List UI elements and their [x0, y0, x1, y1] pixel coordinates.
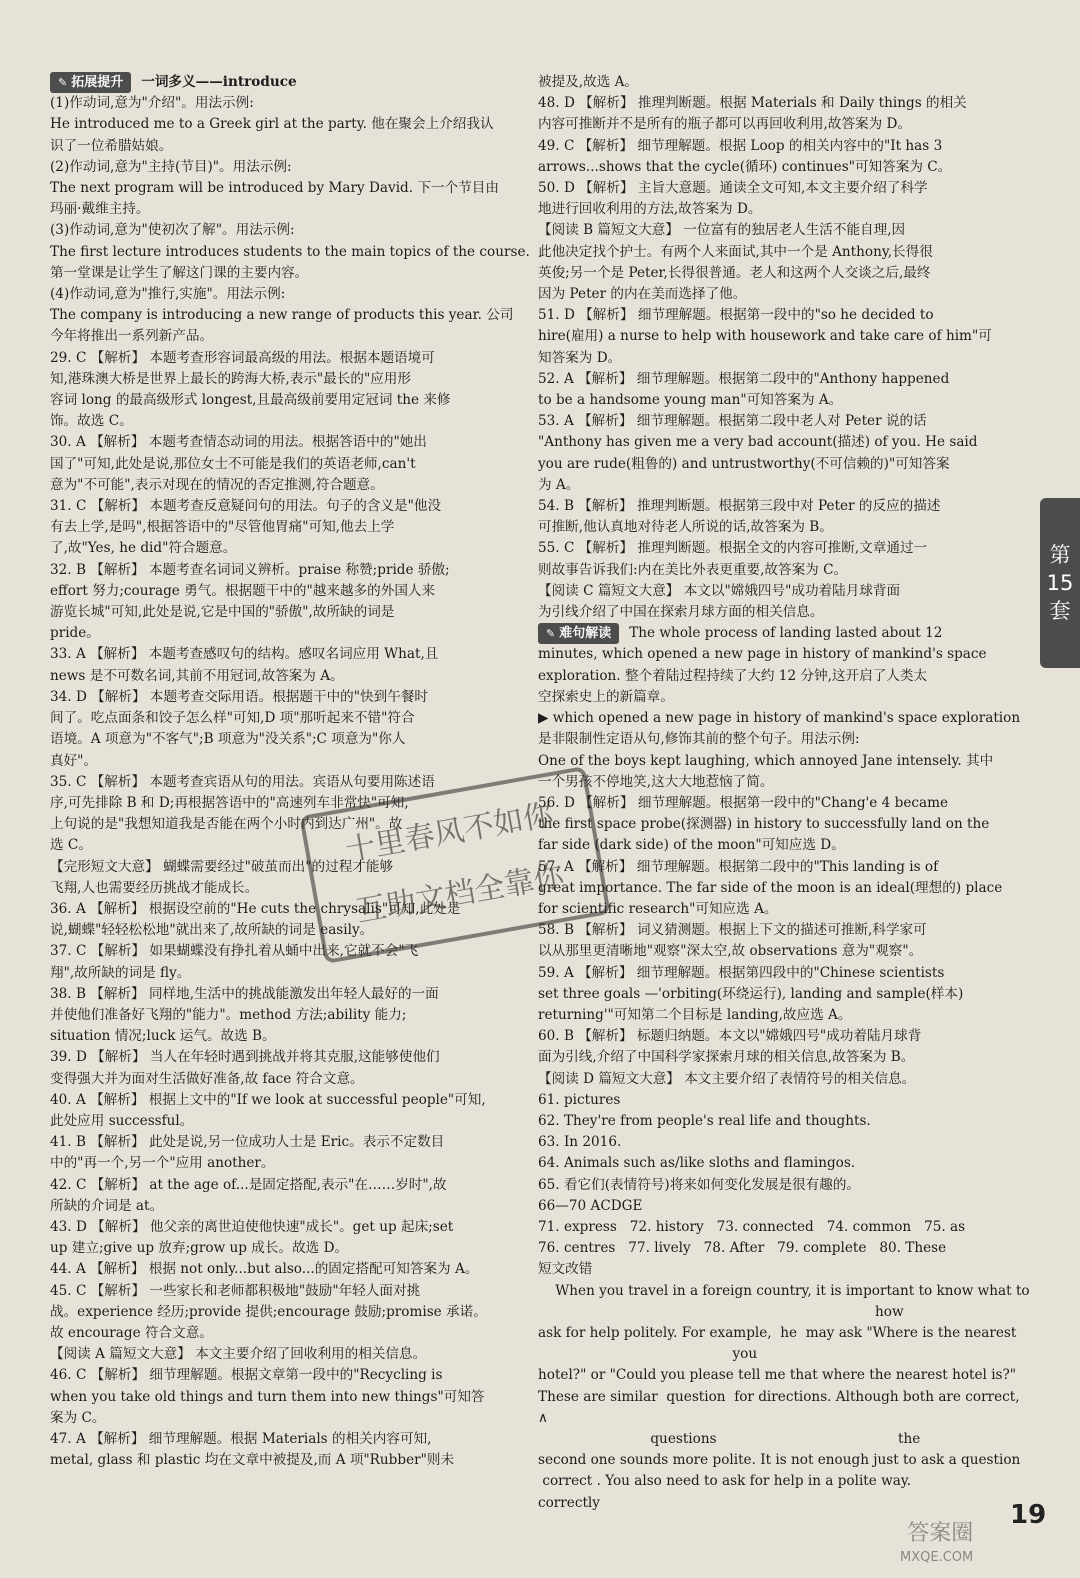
text-line: 空探索史上的新篇章。	[538, 688, 674, 705]
text-line: (4)作动词,意为"推行,实施"。用法示例:	[50, 286, 286, 303]
text-line: 以从那里更清晰地"观察"深太空,故 observations 意为"观察"。	[538, 943, 923, 960]
text-line: 上句说的是"我想知道我是否能在两个小时内到达广州"。故	[50, 816, 403, 833]
text-line: 此他决定找个护士。有两个人来面试,其中一个是 Anthony,长得很	[538, 243, 933, 260]
text-line: 可推断,他认真地对待老人所说的话,故答案为 B。	[538, 519, 833, 536]
text-line: 54. B 【解析】 推理判断题。根据第三段中对 Peter 的反应的描述	[538, 498, 941, 515]
text-line: (3)作动词,意为"使初次了解"。用法示例:	[50, 222, 295, 239]
text-line: 66—70 ACDGE	[538, 1197, 643, 1214]
text-line: situation 情况;luck 运气。故选 B。	[50, 1028, 276, 1045]
text-line: 46. C 【解析】 细节理解题。根据文章第一段中的"Recycling is	[50, 1367, 443, 1384]
pen-icon: ✎	[546, 627, 556, 641]
text-line: 52. A 【解析】 细节理解题。根据第二段中的"Anthony happened	[538, 370, 950, 387]
text-line: 此处应用 successful。	[50, 1112, 194, 1129]
text-line: 被提及,故选 A。	[538, 74, 639, 90]
tag-line	[50, 72, 530, 93]
text-line: 短文改错	[538, 1261, 593, 1278]
text-line: 是非限制性定语从句,修饰其前的整个句子。用法示例:	[538, 731, 860, 748]
left-column	[50, 72, 530, 1471]
text-line: 41. B 【解析】 此处是说,另一位成功人士是 Eric。表示不定数目	[50, 1134, 445, 1151]
text-line: 59. A 【解析】 细节理解题。根据第四段中的"Chinese scientists	[538, 964, 945, 981]
text-line: set three goals —'orbiting(环绕运行), landing and sample(样本)	[538, 985, 964, 1002]
text-line: 【阅读 B 篇短文大意】 一位富有的独居老人生活不能自理,因	[538, 222, 906, 239]
text-line: 知答案为 D。	[538, 349, 622, 366]
text-line: 45. C 【解析】 一些家长和老师都积极地"鼓励"年轻人面对挑	[50, 1282, 421, 1299]
text-line: 39. D 【解析】 当人在年轻时遇到挑战并将其克服,这能够使他们	[50, 1049, 440, 1066]
text-line: 变得强大并为面对生活做好准备,故 face 符合文意。	[50, 1070, 364, 1087]
text-line: He introduced me to a Greek girl at the party. 他在聚会上介绍我认	[50, 116, 494, 133]
text-line: 游览长城"可知,此处是说,它是中国的"骄傲",故所缺的词是	[50, 604, 395, 621]
correction-line: how	[538, 1303, 904, 1320]
text-line: 内容可推断并不是所有的瓶子都可以再回收利用,故答案为 D。	[538, 116, 911, 133]
correction-line: you	[538, 1346, 758, 1363]
text-line: 地进行回收利用的方法,故答案为 D。	[538, 201, 762, 218]
text-line: 则故事告诉我们:内在美比外表更重要,故答案为 C。	[538, 561, 848, 578]
text-line: 所缺的介词是 at。	[50, 1197, 164, 1214]
text-line: 第一堂课是让学生了解这门课的主要内容。	[50, 264, 309, 281]
set-number-tab	[1040, 498, 1080, 668]
correction-line: second one sounds more polite. It is not enough just to ask a question	[538, 1452, 1021, 1469]
text-line: 61. pictures	[538, 1091, 621, 1108]
text-line: 翔",故所缺的词是 fly。	[50, 964, 191, 981]
text-line: (2)作动词,意为"主持(节目)"。用法示例:	[50, 158, 292, 175]
tag-line-hard	[538, 623, 1030, 644]
text-line: 【阅读 D 篇短文大意】 本文主要介绍了表情符号的相关信息。	[538, 1070, 916, 1087]
text-line: pride。	[50, 625, 100, 642]
text-line: 55. C 【解析】 推理判断题。根据全文的内容可推断,文章通过一	[538, 540, 928, 557]
left-text-block	[50, 93, 530, 1471]
site-watermark	[900, 1522, 973, 1570]
expand-tag	[50, 72, 131, 93]
text-line: 了,故"Yes, he did"符合题意。	[50, 540, 237, 557]
text-line: returning'"可知第二个目标是 landing,故应选 A。	[538, 1006, 852, 1023]
correction-line: ask for help politely. For example, he may ask "Where is the nearest	[538, 1324, 1017, 1341]
text-line: far side (dark side) of the moon"可知应选 D。	[538, 837, 845, 854]
text-line: 容词 long 的最高级形式 longest,且最高级前要用定冠词 the 来修	[50, 392, 451, 409]
text-line: 战。experience 经历;provide 提供;encourage 鼓励;promise 承诺。	[50, 1303, 487, 1320]
text-line: 64. Animals such as/like sloths and flamingos.	[538, 1155, 856, 1172]
text-line: 玛丽·戴维主持。	[50, 201, 150, 218]
text-line: 53. A 【解析】 细节理解题。根据第二段中老人对 Peter 说的话	[538, 413, 927, 430]
text-line: 选 C。	[50, 837, 92, 854]
text-line: 国了"可知,此处是说,那位女士不可能是我们的英语老师,can't	[50, 455, 416, 472]
text-line: The next program will be introduced by Mary David. 下一个节目由	[50, 180, 499, 197]
right-text-block-a	[538, 72, 1030, 623]
text-line: 36. A 【解析】 根据设空前的"He cuts the chrysalis"可知,此处是	[50, 900, 461, 917]
pen-icon: ✎	[58, 76, 68, 89]
text-line: 60. B 【解析】 标题归纳题。本文以"嫦娥四号"成功着陆月球背	[538, 1028, 922, 1045]
stamp-line-2: 互助文档全靠你	[353, 858, 567, 930]
text-line: 32. B 【解析】 本题考查名词词义辨析。praise 称赞;pride 骄傲;	[50, 561, 450, 578]
text-line: The company is introducing a new range of products this year. 公司	[50, 307, 514, 324]
text-line: The first lecture introduces students to the main topics of the course.	[50, 243, 530, 260]
text-line: 62. They're from people's real life and thoughts.	[538, 1112, 871, 1129]
text-line: 真好"。	[50, 752, 98, 769]
correction-line: questions the	[538, 1431, 921, 1447]
text-line: 一个男孩不停地笑,这大大地惹恼了简。	[538, 773, 774, 790]
text-line: 34. D 【解析】 本题考查交际用语。根据题干中的"快到午餐时	[50, 688, 428, 705]
text-line: "Anthony has given me a very bad account(描述) of you. He said	[538, 434, 978, 451]
text-line: effort 努力;courage 勇气。根据题干中的"越来越多的外国人来	[50, 582, 436, 599]
text-line: 63. In 2016.	[538, 1134, 622, 1151]
text-line: 序,可先排除 B 和 D;再根据答语中的"高速列车非常快"可知,	[50, 794, 409, 811]
text-line: exploration. 整个着陆过程持续了大约 12 分钟,这开启了人类太	[538, 667, 928, 684]
text-line: 57. A 【解析】 细节理解题。根据第二段中的"This landing is of	[538, 858, 939, 875]
error-correction-block	[538, 1281, 1030, 1514]
site-watermark-top: 答案圈	[907, 1521, 974, 1546]
text-line: 51. D 【解析】 细节理解题。根据第一段中的"so he decided to	[538, 307, 934, 324]
text-line: 50. D 【解析】 主旨大意题。通读全文可知,本文主要介绍了科学	[538, 180, 928, 197]
text-line: 因为 Peter 的内在美而选择了他。	[538, 286, 747, 303]
text-line: 饰。故选 C。	[50, 413, 133, 430]
page-number: 19	[1010, 1500, 1047, 1530]
text-line: 识了一位希腊姑娘。	[50, 137, 173, 154]
tab-line-2: 15	[1046, 571, 1074, 595]
text-line: 40. A 【解析】 根据上文中的"If we look at successful people"可知,	[50, 1091, 486, 1108]
text-line: up 建立;give up 放弃;grow up 成长。故选 D。	[50, 1240, 349, 1257]
text-line: 飞翔,人也需要经历挑战才能成长。	[50, 879, 259, 896]
expand-tag-label: 拓展提升	[71, 75, 124, 90]
text-line: 33. A 【解析】 本题考查感叹句的结构。感叹名词应用 What,且	[50, 646, 439, 663]
correction-line: When you travel in a foreign country, it is important to know what to	[538, 1282, 1030, 1299]
text-line: 49. C 【解析】 细节理解题。根据 Loop 的相关内容中的"It has 3	[538, 137, 943, 154]
tab-line-3: 套	[1049, 599, 1071, 623]
hard-tag-label: 难句解读	[559, 626, 612, 642]
text-line: 48. D 【解析】 推理判断题。根据 Materials 和 Daily things 的相关	[538, 95, 967, 112]
text-line: 76. centres 77. lively 78. After 79. complete 80. These	[538, 1240, 947, 1257]
text-line: 58. B 【解析】 词义猜测题。根据上下文的描述可推断,科学家可	[538, 922, 927, 939]
hard-sentence-tag	[538, 623, 619, 644]
text-line: 31. C 【解析】 本题考查反意疑问句的用法。句子的含义是"他没	[50, 498, 442, 515]
text-line: 44. A 【解析】 根据 not only...but also...的固定搭配可知答案为 A。	[50, 1261, 479, 1278]
right-column	[538, 72, 1030, 1514]
text-line: 英俊;另一个是 Peter,长得很普通。老人和这两个人交谈之后,最终	[538, 264, 931, 281]
text-line: 案为 C。	[50, 1409, 106, 1426]
text-line: 35. C 【解析】 本题考查宾语从句的用法。宾语从句要用陈述语	[50, 773, 435, 790]
correction-line: correctly	[538, 1494, 600, 1511]
text-line: 为 A。	[538, 476, 580, 493]
correction-line: hotel?" or "Could you please tell me that where the nearest hotel is?"	[538, 1367, 1017, 1384]
text-line: 【阅读 A 篇短文大意】 本文主要介绍了回收利用的相关信息。	[50, 1346, 427, 1363]
text-line: 29. C 【解析】 本题考查形容词最高级的用法。根据本题语境可	[50, 349, 435, 366]
text-line: 意为"不可能",表示对现在的情况的否定推测,符合题意。	[50, 476, 384, 493]
text-line: 面为引线,介绍了中国科学家探索月球的相关信息,故答案为 B。	[538, 1049, 915, 1066]
text-line: 今年将推出一系列新产品。	[50, 328, 214, 345]
text-line: (1)作动词,意为"介绍"。用法示例:	[50, 95, 254, 112]
correction-line: These are similar question for directions. Although both are correct, ∧	[538, 1388, 1029, 1426]
stamp-line-1: 十里春风不如你	[342, 797, 556, 869]
text-line: hire(雇用) a nurse to help with housework and take care of him"可	[538, 328, 992, 345]
text-line: 【阅读 C 篇短文大意】 本文以"嫦娥四号"成功着陆月球背面	[538, 582, 901, 599]
text-line: 30. A 【解析】 本题考查情态动词的用法。根据答语中的"她出	[50, 434, 427, 451]
tab-line-1: 第	[1049, 543, 1071, 567]
text-line: 38. B 【解析】 同样地,生活中的挑战能激发出年轻人最好的一面	[50, 985, 439, 1002]
right-text-block-b	[538, 644, 1030, 1280]
text-line: news 是不可数名词,其前不用冠词,故答案为 A。	[50, 667, 344, 684]
hard-tag-text: The whole process of landing lasted about 12	[629, 625, 943, 642]
expand-title: 一词多义——introduce	[141, 74, 297, 90]
text-line: 中的"再一个,另一个"应用 another。	[50, 1155, 275, 1172]
text-line: metal, glass 和 plastic 均在文章中被提及,而 A 项"Rubber"则未	[50, 1452, 455, 1469]
text-line: 71. express 72. history 73. connected 74. common 75. as	[538, 1218, 966, 1235]
text-line: arrows...shows that the cycle(循环) continues"可知答案为 C。	[538, 158, 952, 175]
text-line: 说,蝴蝶"轻轻松松地"就出来了,故所缺的词是 easily。	[50, 922, 374, 939]
text-line: 【完形短文大意】 蝴蝶需要经过"破茧而出"的过程才能够	[50, 858, 394, 875]
text-line: 65. 看它们(表情符号)将来如何变化发展是很有趣的。	[538, 1176, 861, 1193]
text-line: for scientific research"可知应选 A。	[538, 900, 778, 917]
site-watermark-bottom: MXQE.COM	[900, 1550, 974, 1565]
text-line: One of the boys kept laughing, which annoyed Jane intensely. 其中	[538, 752, 994, 769]
text-line: 为引线介绍了中国在探索月球方面的相关信息。	[538, 604, 824, 621]
text-line: 43. D 【解析】 他父亲的离世迫使他快速"成长"。get up 起床;set	[50, 1218, 454, 1235]
text-line: the first space probe(探测器) in history to successfully land on the	[538, 816, 990, 833]
text-line: ▶ which opened a new page in history of mankind's space exploration	[538, 710, 1021, 727]
text-line: minutes, which opened a new page in history of mankind's space	[538, 646, 987, 663]
text-line: 有去上学,是吗",根据答语中的"尽管他胃痛"可知,他去上学	[50, 519, 395, 536]
text-line: 语境。A 项意为"不客气";B 项意为"没关系";C 项意为"你人	[50, 731, 406, 748]
text-line: to be a handsome young man"可知答案为 A。	[538, 392, 843, 409]
text-line: 并使他们准备好飞翔的"能力"。method 方法;ability 能力;	[50, 1006, 407, 1023]
correction-line: correct . You also need to ask for help in a polite way.	[538, 1473, 912, 1490]
text-line: 37. C 【解析】 如果蝴蝶没有挣扎着从蛹中出来,它就不会"飞	[50, 943, 419, 960]
text-line: 知,港珠澳大桥是世界上最长的跨海大桥,表示"最长的"应用形	[50, 370, 411, 387]
text-line: you are rude(粗鲁的) and untrustworthy(不可信赖的)"可知答案	[538, 455, 950, 472]
text-line: when you take old things and turn them into new things"可知答	[50, 1388, 485, 1405]
text-line: 47. A 【解析】 细节理解题。根据 Materials 的相关内容可知,	[50, 1431, 432, 1447]
text-line: 间了。吃点面条和饺子怎么样"可知,D 项"那听起来不错"符合	[50, 710, 415, 727]
text-line: 故 encourage 符合文意。	[50, 1324, 213, 1341]
text-line: 56. D 【解析】 细节理解题。根据第一段中的"Chang'e 4 became	[538, 794, 949, 811]
text-line: 42. C 【解析】 at the age of...是固定搭配,表示"在……岁时",故	[50, 1176, 447, 1193]
text-line: great importance. The far side of the moon is an ideal(理想的) place	[538, 879, 1003, 896]
